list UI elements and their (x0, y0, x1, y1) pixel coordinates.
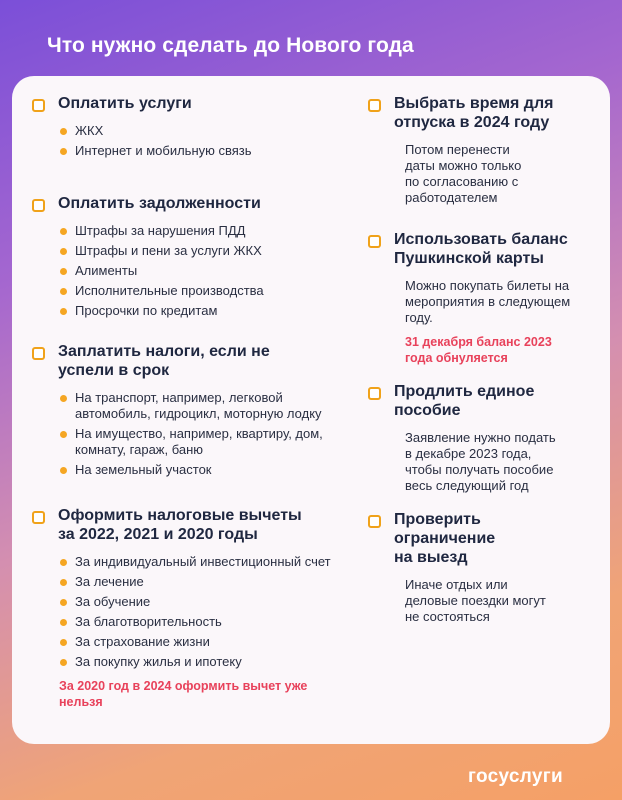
list-item: Штрафы и пени за услуги ЖКХ (59, 243, 332, 259)
bullet-dot-icon (60, 579, 67, 586)
right-column (368, 94, 596, 625)
section-pay-debts (32, 194, 332, 342)
section-pay-taxes (32, 342, 332, 506)
list-item: Интернет и мобильную связь (59, 143, 332, 159)
section-title: Выбрать время для отпуска в 2024 году (394, 95, 554, 131)
list-item: За покупку жилья и ипотеку (59, 654, 332, 670)
section-tax-deductions (32, 506, 332, 710)
bullet-dot-icon (60, 619, 67, 626)
list-item: Алименты (59, 263, 332, 279)
section-travel-restriction (368, 510, 596, 625)
left-column (32, 94, 332, 710)
list-item: ЖКХ (59, 123, 332, 139)
bullet-dot-icon (60, 308, 67, 315)
bullet-dot-icon (60, 431, 67, 438)
section-unified-benefit (368, 382, 596, 510)
list-item: На имущество, например, квартиру, дом, комнату, гараж, баню (59, 426, 324, 458)
section-title: Оплатить услуги (58, 95, 192, 112)
pushkin-warning-note: 31 декабря баланс 2023 года обнуляется (405, 335, 552, 365)
bullet-list (59, 123, 332, 159)
bullet-list (59, 223, 332, 319)
checkbox-icon[interactable] (32, 347, 45, 360)
section-vacation (368, 94, 596, 230)
list-item: За страхование жизни (59, 634, 332, 650)
checkbox-icon[interactable] (368, 235, 381, 248)
checkbox-icon[interactable] (32, 511, 45, 524)
list-item: За лечение (59, 574, 332, 590)
bullet-dot-icon (60, 659, 67, 666)
section-title: Использовать баланс Пушкинской карты (394, 231, 568, 267)
list-item: За индивидуальный инвестиционный счет (59, 554, 334, 570)
checkbox-icon[interactable] (368, 515, 381, 528)
deduction-warning-note: За 2020 год в 2024 оформить вычет уже нельзя (59, 679, 308, 709)
list-item: За благотворительность (59, 614, 332, 630)
bullet-dot-icon (60, 128, 67, 135)
section-description: Заявление нужно подать в декабре 2023 года, чтобы получать пособие весь следующий год (405, 430, 556, 493)
bullet-dot-icon (60, 148, 67, 155)
section-pushkin-card (368, 230, 596, 382)
bullet-list (59, 390, 332, 478)
list-item: Штрафы за нарушения ПДД (59, 223, 332, 239)
checkbox-icon[interactable] (368, 387, 381, 400)
bullet-dot-icon (60, 228, 67, 235)
checklist-card (12, 76, 610, 744)
bullet-dot-icon (60, 268, 67, 275)
section-description: Можно покупать билеты на мероприятия в следующем году. (405, 278, 571, 325)
gosuslugi-logo: госуслуги (468, 766, 563, 787)
section-description: Иначе отдых или деловые поездки могут не состояться (405, 577, 546, 624)
section-title: Оформить налоговые вычеты за 2022, 2021 и 2020 годы (58, 507, 302, 543)
section-title: Оплатить задолженности (58, 195, 261, 212)
checkbox-icon[interactable] (32, 199, 45, 212)
bullet-dot-icon (60, 467, 67, 474)
section-title: Проверить ограничение на выезд (394, 511, 496, 566)
list-item: На земельный участок (59, 462, 332, 478)
list-item: За обучение (59, 594, 332, 610)
bullet-dot-icon (60, 599, 67, 606)
bullet-dot-icon (60, 248, 67, 255)
bullet-dot-icon (60, 395, 67, 402)
page-title: Что нужно сделать до Нового года (47, 34, 414, 57)
section-description: Потом перенести даты можно только по согласованию с работодателем (405, 142, 522, 205)
checkbox-icon[interactable] (32, 99, 45, 112)
bullet-dot-icon (60, 288, 67, 295)
list-item: На транспорт, например, легковой автомобиль, гидроцикл, моторную лодку (59, 390, 324, 422)
list-item: Исполнительные производства (59, 283, 332, 299)
section-title: Продлить единое пособие (394, 383, 535, 419)
list-item: Просрочки по кредитам (59, 303, 332, 319)
section-pay-services (32, 94, 332, 194)
section-title: Заплатить налоги, если не успели в срок (58, 343, 270, 379)
bullet-dot-icon (60, 639, 67, 646)
bullet-dot-icon (60, 559, 67, 566)
checkbox-icon[interactable] (368, 99, 381, 112)
bullet-list (59, 554, 332, 670)
